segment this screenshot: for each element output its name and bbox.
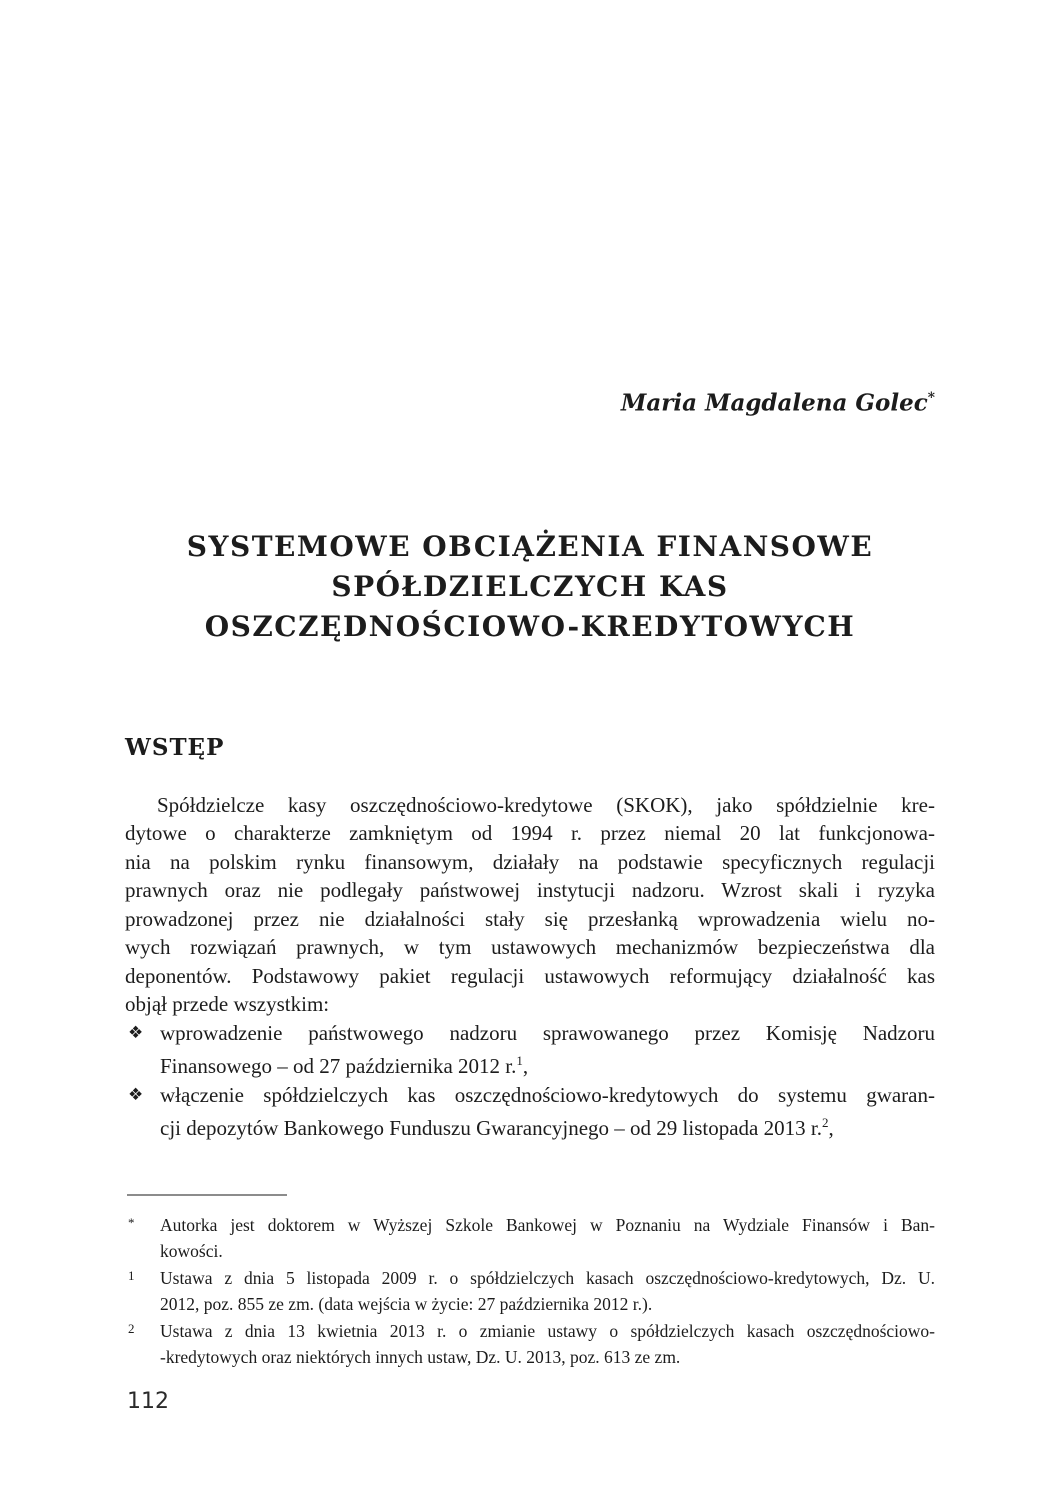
article-title (125, 527, 935, 647)
author-byline (125, 0, 935, 419)
paragraph-line: deponentów. Podstawowy pakiet regulacji ustawowych reformujący działalność kas (125, 963, 935, 988)
bullet-list (125, 1019, 935, 1143)
paragraph-line: wych rozwiązań prawnych, w tym ustawowych mechanizmów bezpieczeństwa dla (125, 935, 935, 960)
bullet-item (125, 1081, 935, 1143)
bullet-line-tail: , (828, 1116, 834, 1141)
title-line-3: OSZCZĘDNOŚCIOWO-KREDYTOWYCH (204, 609, 856, 643)
footnote-line: 2012, poz. 855 ze zm. (data wejścia w życie: 27 października 2012 r.). (160, 1294, 653, 1315)
bullet-line-text: Finansowego – od 27 października 2012 r. (160, 1054, 517, 1079)
footnote-marker: 2 (128, 1320, 135, 1336)
bullet-line: włączenie spółdzielczych kas oszczędnościowo-kredytowych do systemu gwaran- (160, 1082, 935, 1107)
paragraph-line: dytowe o charakterze zamkniętym od 1994 r. przez niemal 20 lat funkcjonowa- (125, 821, 935, 846)
footnotes (125, 1212, 935, 1371)
paragraph-line: nia na polskim rynku finansowym, działały na podstawie specyficznych regulacji (125, 849, 935, 874)
author-name: Maria Magdalena Golec (620, 389, 928, 417)
footnote (125, 1212, 935, 1265)
bullet-line (160, 1047, 935, 1081)
footnote-line: Ustawa z dnia 13 kwietnia 2013 r. o zmianie ustawy o spółdzielczych kasach oszczędnościowo- (160, 1320, 935, 1341)
author-footnote-marker: * (927, 390, 935, 406)
footnote-ref-1: 1 (516, 1053, 523, 1069)
footnote-marker: 1 (128, 1267, 135, 1283)
intro-paragraph (125, 791, 935, 1019)
footnote-line: kowości. (160, 1241, 223, 1262)
footnote-marker: * (128, 1214, 135, 1230)
bullet-line (160, 1109, 935, 1143)
footnote (125, 1265, 935, 1318)
bullet-line-text: cji depozytów Bankowego Funduszu Gwarancyjnego – od 29 listopada 2013 r. (160, 1116, 822, 1141)
bullet-diamond-icon: ❖ (128, 1022, 144, 1043)
page-number: 112 (127, 1388, 169, 1414)
paragraph-line: prawnych oraz nie podlegały państwowej instytucji nadzoru. Wzrost skali i ryzyka (125, 878, 935, 903)
footnote-separator (127, 1194, 287, 1196)
bullet-diamond-icon: ❖ (128, 1084, 144, 1105)
title-line-2: SPÓŁDZIELCZYCH KAS (331, 569, 729, 603)
footnote-line: -kredytowych oraz niektórych innych ustaw, Dz. U. 2013, poz. 613 ze zm. (160, 1347, 681, 1368)
title-line-1: SYSTEMOWE OBCIĄŻENIA FINANSOWE (186, 529, 874, 563)
section-heading: WSTĘP (125, 733, 225, 761)
paragraph-line: prowadzonej przez nie działalności stały się przesłanką wprowadzenia wielu no- (125, 906, 935, 931)
bullet-line: wprowadzenie państwowego nadzoru sprawowanego przez Komisję Nadzoru (160, 1020, 935, 1045)
footnote-line: Autorka jest doktorem w Wyższej Szkole Bankowej w Poznaniu na Wydziale Finansów i Ban- (160, 1214, 935, 1235)
bullet-line-tail: , (522, 1054, 529, 1079)
footnote (125, 1318, 935, 1371)
footnote-ref-2: 2 (821, 1115, 829, 1131)
bullet-item (125, 1019, 935, 1081)
paragraph-line: Spółdzielcze kasy oszczędnościowo-kredytowe (SKOK), jako spółdzielnie kre- (157, 792, 935, 817)
footnote-line: Ustawa z dnia 5 listopada 2009 r. o spółdzielczych kasach oszczędnościowo-kredytowych, Dz. U. (160, 1267, 935, 1288)
paragraph-line: objął przede wszystkim: (125, 992, 330, 1017)
